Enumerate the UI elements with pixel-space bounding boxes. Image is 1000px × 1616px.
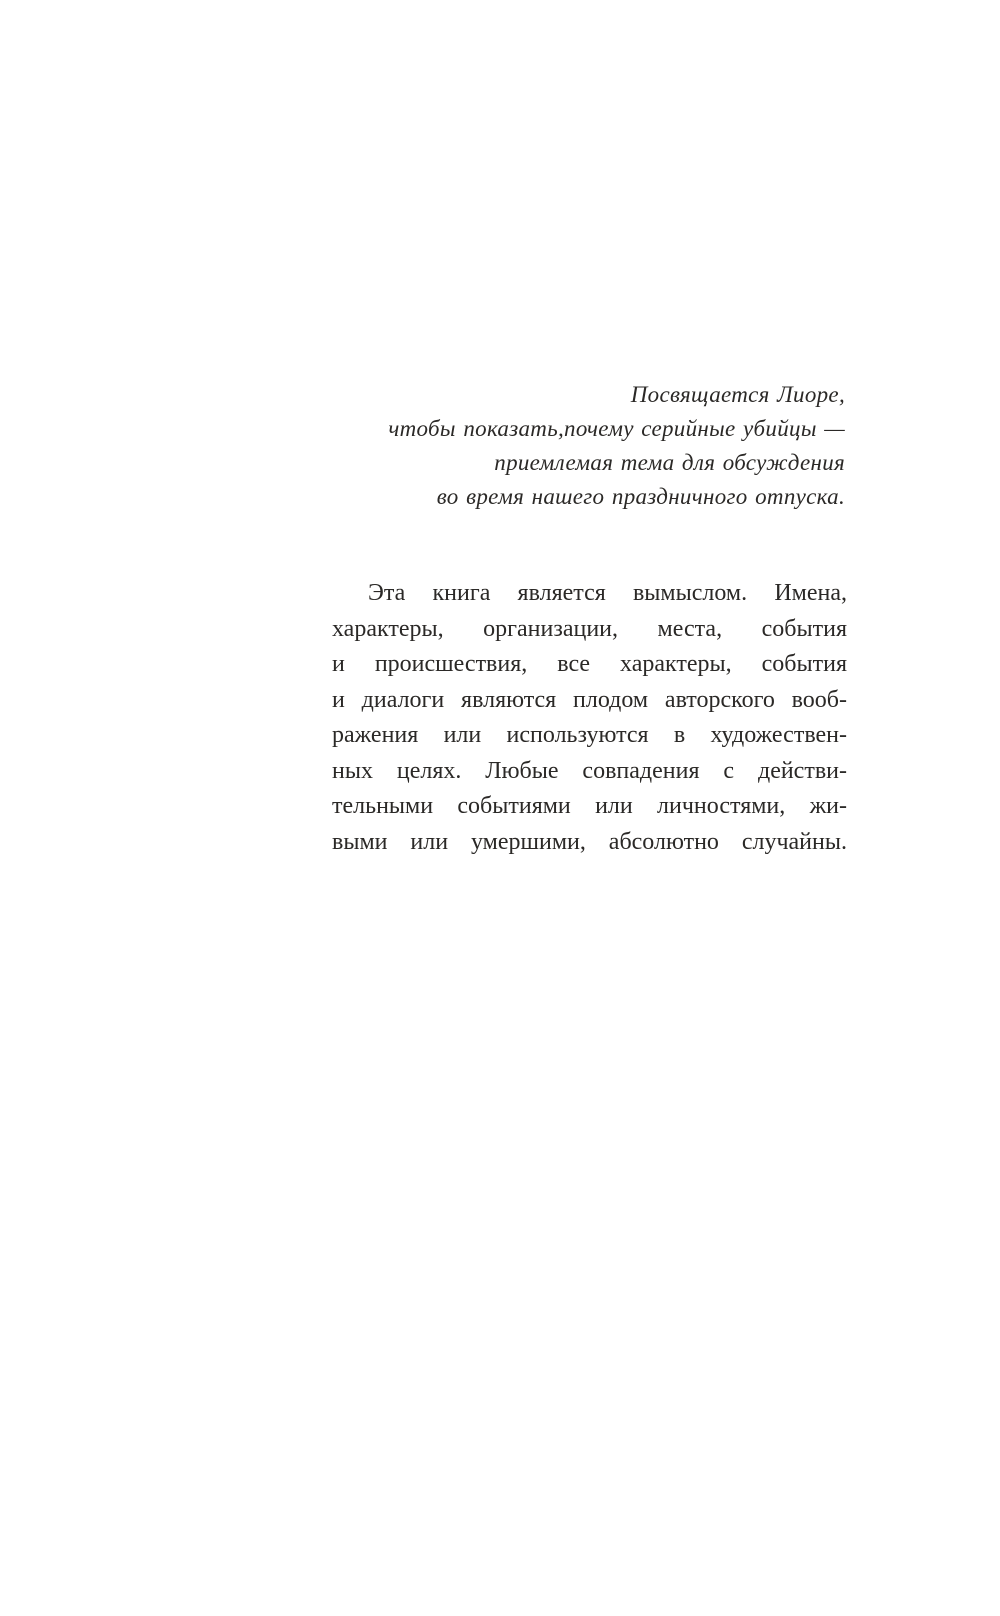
dedication-line: во время нашего праздничного отпуска. [436, 484, 845, 509]
dedication-line: чтобы показать,почему серийные убийцы — [388, 416, 845, 441]
disclaimer-line: ражения или используются в художествен- [332, 722, 847, 748]
dedication-line: приемлемая тема для обсуждения [494, 450, 845, 475]
disclaimer-line: выми или умершими, абсолютно случайны. [332, 828, 847, 855]
disclaimer-line: тельными событиями или личностями, жи- [332, 793, 847, 819]
dedication [250, 378, 845, 514]
disclaimer-line: Эта книга является вымыслом. Имена, [368, 580, 847, 606]
disclaimer-line: и диалоги являются плодом авторского вооб- [332, 686, 847, 713]
copyright-disclaimer [332, 576, 847, 860]
dedication-line: Посвящается Лиоре, [630, 382, 845, 407]
disclaimer-line: и происшествия, все характеры, события [332, 651, 847, 677]
disclaimer-line: характеры, организации, места, события [332, 615, 847, 642]
disclaimer-line: ных целях. Любые совпадения с действи- [332, 757, 847, 784]
